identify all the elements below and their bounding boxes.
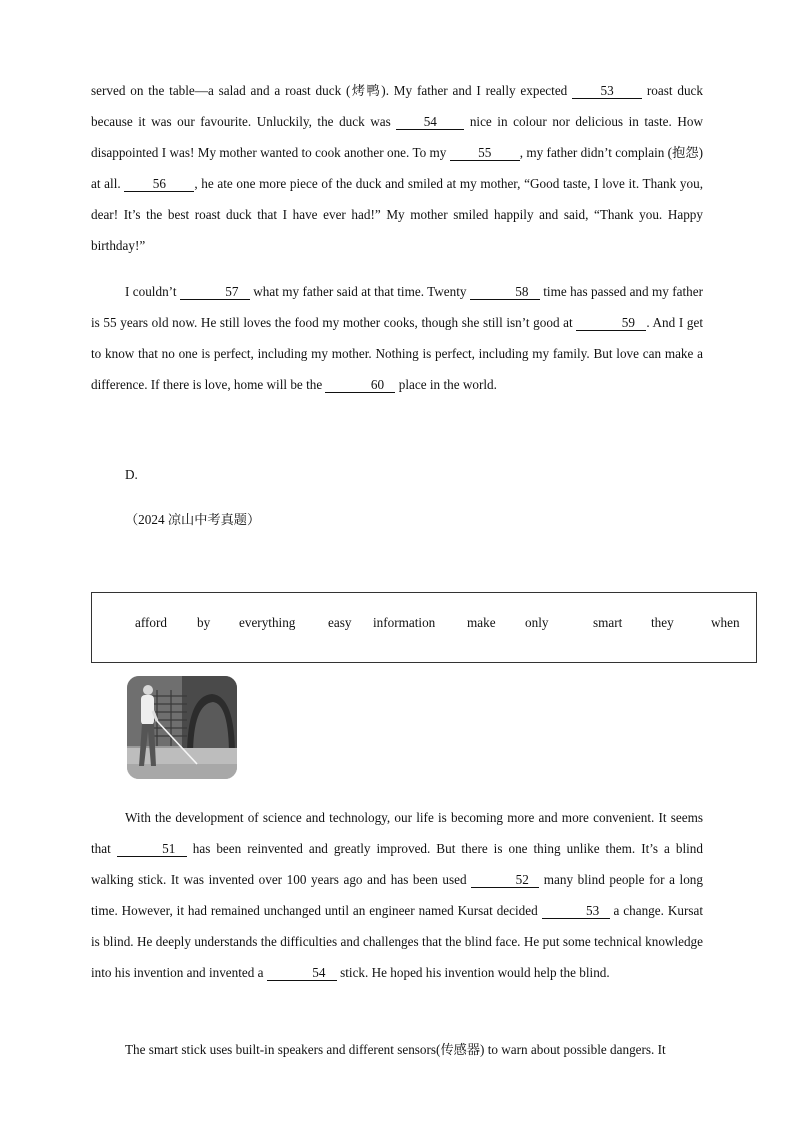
- blank-53: 53: [542, 903, 610, 919]
- text-segment: served on the table—a salad and a roast duck (烤鸭). My father and I really expected: [91, 83, 573, 98]
- source-label: （2024 凉山中考真题）: [125, 512, 261, 527]
- text-segment: place in the world.: [395, 377, 497, 392]
- blank-54: 54: [267, 965, 337, 981]
- text-segment: With the development of science and technology, our life is becoming more and more convenient. It seems that: [91, 810, 703, 856]
- blank-59: 59: [576, 315, 646, 331]
- passage-paragraph-2: [91, 276, 703, 400]
- text-segment: a change. Kursat is blind. He deeply understands the difficulties and challenges that the blind face. He put some technical knowledge into his invention and invented a: [91, 903, 703, 980]
- text-segment: time has passed and my father is 55 years old now. He still loves the food my mother cooks, though she still isn’t good at: [91, 284, 703, 330]
- blank-51: 51: [117, 841, 187, 857]
- text-segment: roast duck because it was our favourite. Unluckily, the duck was: [91, 83, 703, 129]
- text-segment: , my father didn’t complain (抱怨) at all.: [91, 145, 703, 191]
- text-segment: many blind people for a long time. However, it had remained unchanged until an engineer named Kursat decided: [91, 872, 703, 918]
- passage-paragraph-1: [91, 75, 703, 261]
- word-bank-item: make: [467, 615, 496, 630]
- blank-56: 56: [124, 176, 194, 192]
- blank-57: 57: [180, 284, 250, 300]
- text-segment: stick. He hoped his invention would help the blind.: [336, 965, 610, 980]
- blank-55: 55: [450, 145, 520, 161]
- word-bank-item: they: [651, 615, 674, 630]
- word-bank-item: when: [711, 615, 740, 630]
- text-segment: The smart stick uses built-in speakers and different sensors(传感器) to warn about possible dangers. It: [125, 1042, 666, 1057]
- word-bank-item: afford: [135, 615, 167, 630]
- text-segment: has been reinvented and greatly improved. But there is one thing unlike them. It’s a blind walking stick. It was invented over 100 years ago and has been used: [91, 841, 703, 887]
- blank-54: 54: [396, 114, 464, 130]
- passage-paragraph-3: [91, 802, 703, 988]
- text-segment: . And I get to know that no one is perfect, including my mother. Nothing is perfect, including my family. But love can make a difference. If there is love, home will be the: [91, 315, 703, 392]
- word-bank-item: by: [197, 615, 211, 630]
- word-bank-item: smart: [593, 615, 623, 630]
- blank-53: 53: [572, 83, 642, 99]
- word-bank-item: everything: [239, 615, 296, 630]
- word-bank-box: [91, 592, 757, 663]
- section-label: D.: [125, 467, 138, 482]
- word-bank-item: easy: [328, 615, 352, 630]
- text-segment: nice in colour nor delicious in taste. How disappointed I was! My mother wanted to cook another one. To my: [91, 114, 704, 160]
- blind-man-photo: [127, 676, 237, 779]
- text-segment: , he ate one more piece of the duck and smiled at my mother, “Good taste, I love it. Thank you, dear! It’s the best roast duck that I have ever had!” My mother smiled happily and said, “Thank you. Happy birthday!”: [91, 176, 703, 253]
- blank-58: 58: [470, 284, 540, 300]
- text-segment: I couldn’t: [125, 284, 180, 299]
- word-bank-item: information: [373, 615, 436, 630]
- passage-paragraph-4: [91, 1034, 703, 1065]
- blank-52: 52: [471, 872, 539, 888]
- blank-60: 60: [325, 377, 395, 393]
- word-bank-item: only: [525, 615, 549, 630]
- text-segment: what my father said at that time. Twenty: [249, 284, 470, 299]
